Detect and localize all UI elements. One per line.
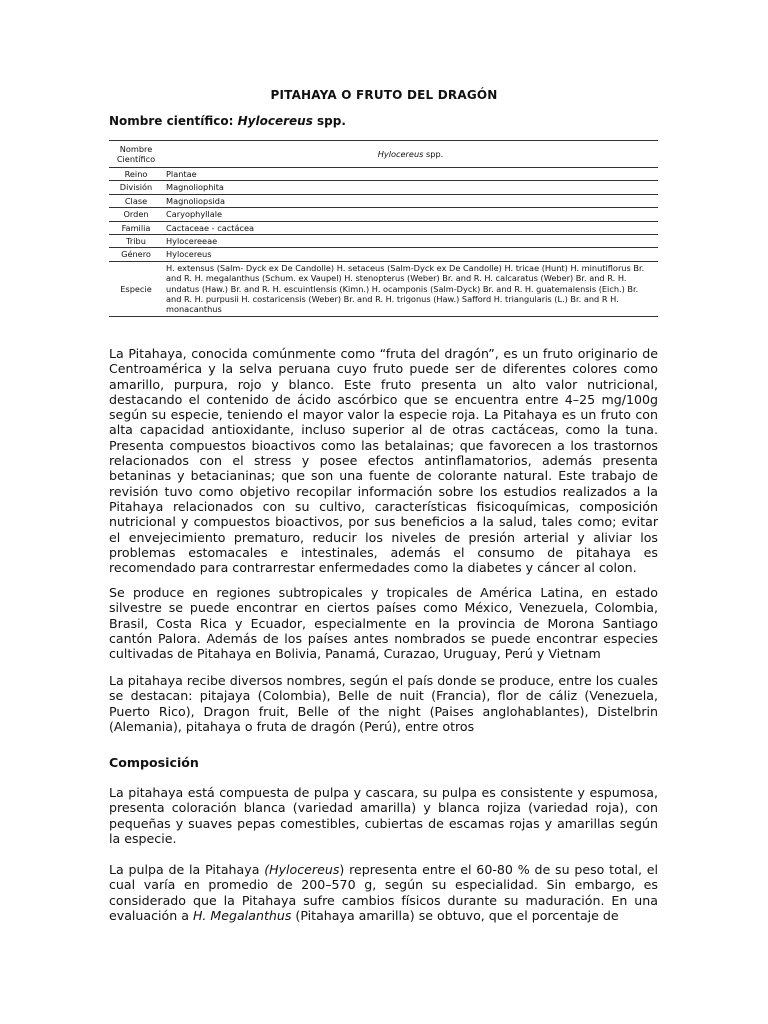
paragraph-distribution [109, 585, 658, 661]
table-row-value: Magnoliopsida [163, 194, 658, 207]
table-row [109, 181, 658, 194]
table-row [109, 208, 658, 221]
paragraph-intro [109, 346, 658, 575]
page-title: PITAHAYA O FRUTO DEL DRAGÓN [270, 88, 498, 102]
table-row-key: Tribu [109, 235, 163, 248]
section-heading-composicion: Composición [109, 755, 199, 770]
paragraph-segment: La pulpa de la Pitahaya [109, 862, 265, 877]
paragraph-text: La pitahaya está compuesta de pulpa y cascara, su pulpa es consistente y espumosa, presenta coloración blanca (variedad amarilla) y blanca rojiza (variedad roja), con pequeñas y suaves pepas comestibles, cubiertas de escamas rojas y amarillas según la especie. [109, 785, 658, 846]
table-row [109, 194, 658, 207]
table-header-value [163, 141, 658, 168]
table-row [109, 221, 658, 234]
table-row-key: Reino [109, 168, 163, 181]
table-row [109, 248, 658, 261]
table-row [109, 235, 658, 248]
table-row-key: Clase [109, 194, 163, 207]
paragraph-segment: ) representa entre el 60-80 % de su peso total, el cual varía en promedio de 200–570 g, según su especialidad. Sin embargo, es considerado que la Pitahaya sufre cambios físicos durante su maduración. En una evaluación a [109, 862, 658, 923]
table-row-key: Género [109, 248, 163, 261]
scientific-name-label: Nombre científico: [109, 114, 234, 128]
table-row-value: Plantae [163, 168, 658, 181]
table-row [109, 168, 658, 181]
table-row-value: Hylocereeae [163, 235, 658, 248]
table-row-value: Magnoliophita [163, 181, 658, 194]
table-header-suffix: spp. [426, 148, 444, 159]
table-header-genus: Hylocereus [377, 148, 424, 159]
paragraph-italic-species: H. Megalanthus [192, 907, 292, 923]
paragraph-names [109, 673, 658, 734]
scientific-name-suffix: spp. [317, 114, 346, 128]
table-row-key: Especie [109, 261, 163, 316]
paragraph-italic-genus: (Hylocereus [264, 862, 340, 877]
paragraph-segment: (Pitahaya amarilla) se obtuvo, que el porcentaje de [291, 907, 619, 923]
taxonomy-table [109, 140, 658, 317]
scientific-name-heading [109, 114, 346, 128]
table-row-value: Cactaceae - cactácea [163, 221, 658, 234]
paragraph-text: Se produce en regiones subtropicales y tropicales de América Latina, en estado silvestre se puede encontrar en ciertos países como México, Venezuela, Colombia, Brasil, Costa Rica y Ecuador, especialmente en la provincia de Morona Santiago cantón Palora. Además de los países antes nombrados se puede encontrar especies cultivadas de Pitahaya en Bolivia, Panamá, Curazao, Uruguay, Perú y Vietnam [109, 585, 658, 662]
table-row-value: Hylocereus [163, 248, 658, 261]
scientific-name-genus: Hylocereus [237, 114, 313, 128]
table-row-value: Caryophyllale [163, 208, 658, 221]
paragraph-text: La pitahaya recibe diversos nombres, según el país donde se produce, entre los cuales se destacan: pitajaya (Colombia), Belle de nuit (Francia), flor de cáliz (Venezuela, Puerto Rico), Dragon fruit, Belle of the night (Paises anglohablantes), Distelbrin (Alemania), pitahaya o fruta de dragón (Perú), entre otros [109, 673, 658, 734]
table-row-key: Orden [109, 208, 163, 221]
table-row-value: H. extensus (Salm- Dyck ex De Candolle) H. setaceus (Salm-Dyck ex De Candolle) H. tricae (Hunt) H. minutiflorus Br. and R. H. megalanthus (Schum. ex Vaupel) H. stenopterus (Weber) Br. and R. H. calcaratus (Weber) Br. and R. H. undatus (Haw.) Br. and R. H. escuintlensis (Kimn.) H. ocamponis (Salm-Dyck) Br. and R. H. guatemalensis (Eich.) Br. and R. H. purpusii H. costaricensis (Weber) Br. and R. H. trigonus (Haw.) Safford H. triangularis (L.) Br. and R H. monacanthus [163, 261, 658, 316]
paragraph-text [109, 862, 658, 923]
table-row-key: Familia [109, 221, 163, 234]
table-row-key: División [109, 181, 163, 194]
paragraph-composition [109, 785, 658, 846]
paragraph-text: La Pitahaya, conocida comúnmente como “fruta del dragón”, es un fruto originario de Centroamérica y la selva peruana cuyo fruto puede ser de diferentes colores como amarillo, purpura, rojo y blanco. Este fruto presenta un alto valor nutricional, destacando el contenido de ácido ascórbico que se encuentra entre 4–25 mg/100g según su especie, teniendo el mayor valor la especie roja. La Pitahaya es un fruto con alta capacidad antioxidante, incluso superior al de otras cactáceas, como la tuna. Presenta compuestos bioactivos como las betalainas; que favorecen a los trastornos relacionados con el stress y posee efectos antinflamatorios, además presenta betaninas y betacianinas; que son una fuente de colorante natural. Este trabajo de revisión tuvo como objetivo recopilar información sobre los estudios realizados a la Pitahaya relacionados con su cultivo, características fisicoquímicas, composición nutricional y compuestos bioactivos, por sus beneficios a la salud, tales como; evitar el envejecimiento prematuro, reducir los niveles de presión arterial y aliviar los problemas estomacales e intestinales, además el consumo de pitahaya es recomendado para contrarrestar enfermedades como la diabetes y cáncer al colon. [109, 346, 658, 576]
paragraph-pulp [109, 862, 658, 923]
table-row [109, 261, 658, 316]
table-header-label: Nombre Científico [109, 141, 163, 168]
table-header-row [109, 141, 658, 168]
